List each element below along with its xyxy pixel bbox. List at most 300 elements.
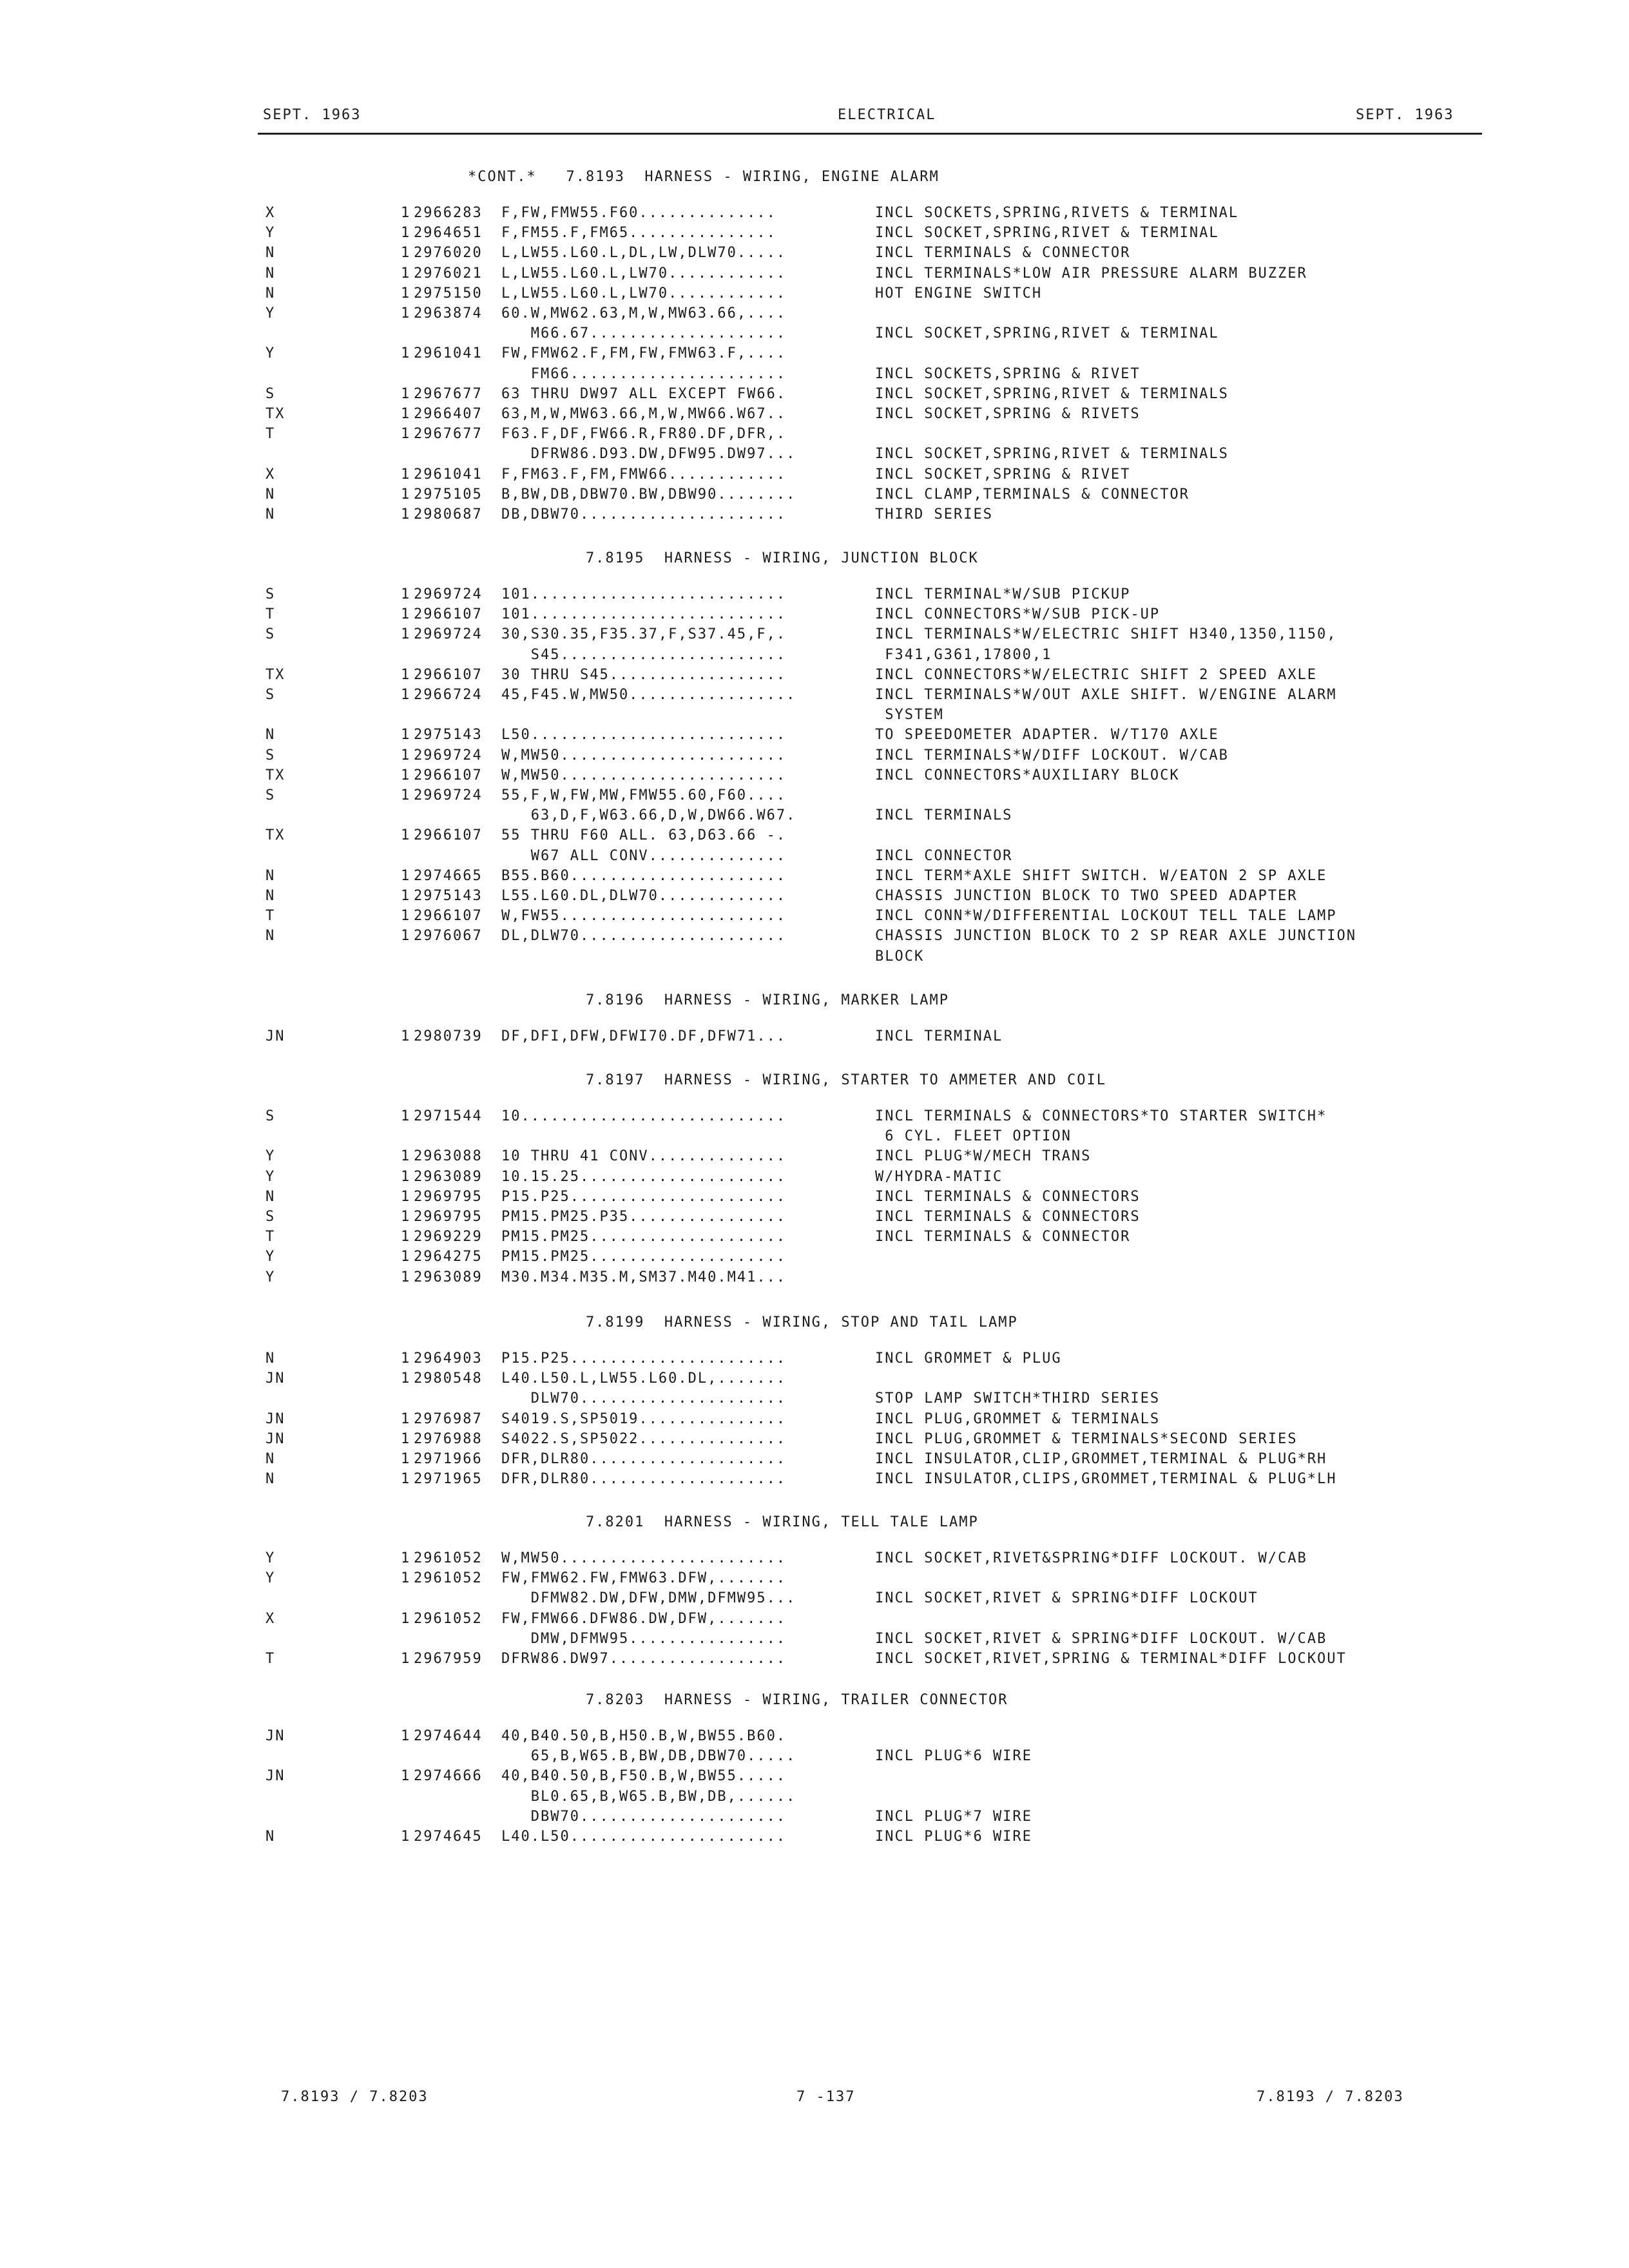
status-code: X [265,1610,276,1627]
part-row [0,807,1629,827]
part-number: 2967677 [414,385,483,402]
quantity: 1 [401,1829,411,1845]
part-row [0,325,1629,345]
part-number: 2969724 [414,787,483,803]
status-code: JN [265,1028,285,1044]
status-code: T [265,426,276,443]
part-row [0,1370,1629,1390]
model-applicability: L,LW55.L60.L,LW70............ [501,285,787,302]
part-number: 2963089 [414,1168,483,1185]
part-row [0,1431,1629,1451]
quantity: 1 [401,466,411,483]
part-description: CHASSIS JUNCTION BLOCK TO TWO SPEED ADAPTER [875,888,1298,904]
model-applicability: P15.P25...................... [501,1350,787,1367]
model-applicability: PM15.PM25.P35................ [501,1209,787,1225]
model-applicability: 10 THRU 41 CONV.............. [501,1148,787,1165]
part-row [0,486,1629,506]
model-applicability: DFR,DLR80.................... [501,1451,787,1467]
model-applicability: 40,B40.50,B,F50.B,W,BW55..... [501,1768,787,1785]
model-applicability: F,FW,FMW55.F60.............. [501,205,776,221]
part-row [0,707,1629,727]
quantity: 1 [401,1108,411,1124]
model-applicability: S4022.S,SP5022............... [501,1430,787,1447]
part-number: 2963874 [414,305,483,322]
model-applicability: 60.W,MW62.63,M,W,MW63.66,.... [501,305,787,322]
model-applicability: DBW70..................... [501,1808,787,1825]
part-description: INCL TERMINALS & CONNECTORS*TO STARTER SWITCH* [875,1108,1327,1124]
part-row [0,1611,1629,1631]
part-row [0,285,1629,305]
part-number: 2975150 [414,285,483,302]
part-row [0,606,1629,626]
status-code: T [265,606,276,623]
status-code: S [265,787,276,803]
part-row [0,466,1629,486]
part-description: SYSTEM [875,707,944,724]
part-number: 2976987 [414,1410,483,1427]
model-applicability: P15.P25...................... [501,1188,787,1205]
section-title: 7.8197 HARNESS - WIRING, STARTER TO AMMETER AND COIL [468,1072,1106,1088]
part-row [0,1550,1629,1570]
header-section-title: ELECTRICAL [838,107,936,123]
model-applicability: B,BW,DB,DBW70.BW,DBW90........ [501,486,796,503]
quantity: 1 [401,1430,411,1447]
part-number: 2974666 [414,1768,483,1785]
part-description: INCL GROMMET & PLUG [875,1350,1062,1367]
quantity: 1 [401,767,411,783]
status-code: N [265,506,276,523]
part-number: 2966107 [414,606,483,623]
quantity: 1 [401,1651,411,1667]
part-description: INCL SOCKET,SPRING & RIVET [875,466,1131,483]
model-applicability: 10........................... [501,1108,787,1124]
model-applicability: M66.67.................... [501,325,787,342]
part-description: INCL SOCKET,SPRING,RIVET & TERMINALS [875,446,1229,463]
quantity: 1 [401,1350,411,1367]
quantity: 1 [401,1249,411,1265]
model-applicability: F63.F,DF,FW66.R,FR80.DF,DFR,. [501,426,787,443]
quantity: 1 [401,888,411,904]
part-description: W/HYDRA-MATIC [875,1168,1003,1185]
section-title: 7.8201 HARNESS - WIRING, TELL TALE LAMP [468,1514,979,1530]
status-code: S [265,626,276,643]
status-code: N [265,1451,276,1467]
quantity: 1 [401,606,411,623]
model-applicability: W,MW50....................... [501,747,787,764]
part-row [0,426,1629,446]
quantity: 1 [401,827,411,844]
status-code: Y [265,1269,276,1285]
part-description: INCL SOCKET,SPRING & RIVETS [875,406,1141,422]
model-applicability: DL,DLW70..................... [501,928,787,945]
part-number: 2967959 [414,1651,483,1667]
part-description: INCL CONN*W/DIFFERENTIAL LOCKOUT TELL TALE LAMP [875,908,1337,925]
quantity: 1 [401,1570,411,1587]
quantity: 1 [401,687,411,703]
quantity: 1 [401,1410,411,1427]
part-number: 2964903 [414,1350,483,1367]
section-title: 7.8199 HARNESS - WIRING, STOP AND TAIL LAMP [468,1314,1018,1331]
quantity: 1 [401,305,411,322]
part-row [0,1128,1629,1148]
model-applicability: 10.15.25..................... [501,1168,787,1185]
part-description: INCL PLUG*6 WIRE [875,1829,1032,1845]
part-description: F341,G361,17800,1 [875,646,1052,663]
model-applicability: 63 THRU DW97 ALL EXCEPT FW66. [501,385,787,402]
status-code: JN [265,1768,285,1785]
part-row [0,727,1629,747]
status-code: JN [265,1370,285,1387]
quantity: 1 [401,1229,411,1245]
part-number: 2976067 [414,928,483,945]
model-applicability: B55.B60...................... [501,867,787,884]
part-row [0,1390,1629,1410]
part-row [0,1350,1629,1370]
part-number: 2966283 [414,205,483,221]
quantity: 1 [401,586,411,602]
model-applicability: S4019.S,SP5019............... [501,1410,787,1427]
model-applicability: DLW70..................... [501,1390,787,1407]
part-number: 2969724 [414,586,483,602]
quantity: 1 [401,406,411,422]
quantity: 1 [401,225,411,242]
status-code: N [265,285,276,302]
part-row [0,626,1629,646]
part-row [0,1829,1629,1849]
quantity: 1 [401,1168,411,1185]
quantity: 1 [401,1209,411,1225]
part-description: THIRD SERIES [875,506,993,523]
part-row [0,1809,1629,1829]
part-number: 2961052 [414,1570,483,1587]
part-number: 2969795 [414,1209,483,1225]
status-code: Y [265,1570,276,1587]
part-row [0,506,1629,526]
part-description: INCL TERMINALS & CONNECTOR [875,1229,1131,1245]
part-row [0,667,1629,687]
model-applicability: FM66...................... [501,365,787,382]
part-description: INCL PLUG*W/MECH TRANS [875,1148,1092,1165]
quantity: 1 [401,1370,411,1387]
part-description: INCL CONNECTOR [875,847,1013,864]
quantity: 1 [401,787,411,803]
status-code: X [265,466,276,483]
quantity: 1 [401,1610,411,1627]
model-applicability: 63,M,W,MW63.66,M,W,MW66.W67.. [501,406,787,422]
footer-range-left: 7.8193 / 7.8203 [281,2089,429,2105]
part-description: INCL CONNECTORS*W/SUB PICK-UP [875,606,1161,623]
page-number: 7 -137 [796,2089,856,2105]
quantity: 1 [401,1728,411,1744]
model-applicability: 30 THRU S45.................. [501,666,787,683]
footer-range-right: 7.8193 / 7.8203 [1257,2089,1404,2105]
part-row [0,205,1629,225]
status-code: N [265,1350,276,1367]
part-row [0,1570,1629,1590]
part-row [0,1189,1629,1209]
part-description: INCL SOCKET,SPRING,RIVET & TERMINAL [875,225,1219,242]
quantity: 1 [401,345,411,362]
part-description: STOP LAMP SWITCH*THIRD SERIES [875,1390,1161,1407]
part-number: 2971965 [414,1471,483,1488]
part-number: 2964275 [414,1249,483,1265]
part-description: INCL TERMINALS*W/ELECTRIC SHIFT H340,1350,1150, [875,626,1337,643]
quantity: 1 [401,1471,411,1488]
part-number: 2966407 [414,406,483,422]
part-row [0,1411,1629,1431]
model-applicability: L40.L50.L,LW55.L60.DL,....... [501,1370,787,1387]
part-row [0,928,1629,948]
part-number: 2963088 [414,1148,483,1165]
part-number: 2974645 [414,1829,483,1845]
model-applicability: F,FM55.F,FM65............... [501,225,776,242]
status-code: Y [265,1168,276,1185]
model-applicability: 101.......................... [501,606,787,623]
status-code: T [265,1651,276,1667]
model-applicability: L,LW55.L60.L,LW70............ [501,265,787,282]
part-description: INCL SOCKET,RIVET,SPRING & TERMINAL*DIFF LOCKOUT [875,1651,1347,1667]
part-number: 2980739 [414,1028,483,1044]
status-code: N [265,867,276,884]
part-row [0,1789,1629,1809]
part-row [0,1148,1629,1168]
model-applicability: DFRW86.D93.DW,DFW95.DW97... [501,446,796,463]
part-number: 2975105 [414,486,483,503]
status-code: Y [265,225,276,242]
part-row [0,787,1629,807]
model-applicability: L40.L50...................... [501,1829,787,1845]
section-title: 7.8195 HARNESS - WIRING, JUNCTION BLOCK [468,550,979,566]
part-description: INCL SOCKETS,SPRING,RIVETS & TERMINAL [875,205,1239,221]
status-code: Y [265,1148,276,1165]
model-applicability: DF,DFI,DFW,DFWI70.DF,DFW71... [501,1028,787,1044]
model-applicability: PM15.PM25.................... [501,1249,787,1265]
part-number: 2971966 [414,1451,483,1467]
part-row [0,948,1629,968]
model-applicability: F,FM63.F,FM,FMW66............ [501,466,787,483]
status-code: S [265,586,276,602]
part-description: INCL TERMINAL*W/SUB PICKUP [875,586,1131,602]
part-number: 2966107 [414,827,483,844]
quantity: 1 [401,928,411,945]
part-row [0,1229,1629,1249]
part-description: INCL TERMINALS & CONNECTOR [875,245,1131,262]
status-code: Y [265,1550,276,1566]
status-code: TX [265,666,285,683]
model-applicability: W67 ALL CONV.............. [501,847,787,864]
model-applicability: DFR,DLR80.................... [501,1471,787,1488]
status-code: N [265,265,276,282]
status-code: N [265,727,276,744]
status-code: N [265,888,276,904]
part-description: INCL INSULATOR,CLIPS,GROMMET,TERMINAL & PLUG*LH [875,1471,1337,1488]
quantity: 1 [401,1550,411,1566]
part-number: 2976021 [414,265,483,282]
quantity: 1 [401,1148,411,1165]
status-code: S [265,687,276,703]
part-description: 6 CYL. FLEET OPTION [875,1128,1072,1145]
model-applicability: 101.......................... [501,586,787,602]
part-row [0,1651,1629,1671]
status-code: S [265,747,276,764]
model-applicability: 40,B40.50,B,H50.B,W,BW55.B60. [501,1728,787,1744]
part-row [0,345,1629,365]
quantity: 1 [401,245,411,262]
part-number: 2975143 [414,727,483,744]
status-code: X [265,205,276,221]
model-applicability: W,FW55....................... [501,908,787,925]
part-description: INCL PLUG,GROMMET & TERMINALS*SECOND SERIES [875,1430,1298,1447]
part-row [0,1590,1629,1610]
part-row [0,868,1629,888]
part-number: 2974644 [414,1728,483,1744]
status-code: T [265,1229,276,1245]
model-applicability: FW,FMW66.DFW86.DW,DFW,....... [501,1610,787,1627]
quantity: 1 [401,426,411,443]
section-title: 7.8196 HARNESS - WIRING, MARKER LAMP [468,992,950,1008]
part-description: INCL PLUG*7 WIRE [875,1808,1032,1825]
part-number: 2969724 [414,747,483,764]
part-row [0,1169,1629,1189]
part-number: 2976020 [414,245,483,262]
model-applicability: L50.......................... [501,727,787,744]
part-row [0,406,1629,426]
model-applicability: L,LW55.L60.L,DL,LW,DLW70..... [501,245,787,262]
part-description: INCL SOCKETS,SPRING & RIVET [875,365,1141,382]
quantity: 1 [401,727,411,744]
part-row [0,888,1629,908]
status-code: N [265,486,276,503]
part-row [0,265,1629,285]
part-row [0,586,1629,606]
part-number: 2980548 [414,1370,483,1387]
status-code: JN [265,1410,285,1427]
status-code: N [265,928,276,945]
model-applicability: L55.L60.DL,DLW70............. [501,888,787,904]
part-row [0,647,1629,667]
part-row [0,1471,1629,1491]
quantity: 1 [401,506,411,523]
part-row [0,1451,1629,1471]
status-code: Y [265,345,276,362]
status-code: TX [265,406,285,422]
model-applicability: 55 THRU F60 ALL. 63,D63.66 -. [501,827,787,844]
part-number: 2966107 [414,767,483,783]
part-description: INCL CLAMP,TERMINALS & CONNECTOR [875,486,1190,503]
part-description: INCL TERM*AXLE SHIFT SWITCH. W/EATON 2 SP AXLE [875,867,1327,884]
part-row [0,1269,1629,1289]
model-applicability: 55,F,W,FW,MW,FMW55.60,F60.... [501,787,787,803]
status-code: S [265,1209,276,1225]
part-description: INCL TERMINALS [875,807,1013,824]
section-title: 7.8203 HARNESS - WIRING, TRAILER CONNECTOR [468,1692,1008,1708]
part-description: INCL SOCKET,RIVET&SPRING*DIFF LOCKOUT. W/CAB [875,1550,1307,1566]
part-description: INCL PLUG,GROMMET & TERMINALS [875,1410,1161,1427]
part-description: INCL SOCKET,RIVET & SPRING*DIFF LOCKOUT [875,1590,1258,1607]
model-applicability: DFRW86.DW97.................. [501,1651,787,1667]
part-number: 2961041 [414,466,483,483]
part-description: INCL TERMINALS*W/DIFF LOCKOUT. W/CAB [875,747,1229,764]
status-code: N [265,1188,276,1205]
part-description: INCL TERMINALS*W/OUT AXLE SHIFT. W/ENGINE ALARM [875,687,1337,703]
part-number: 2971544 [414,1108,483,1124]
part-row [0,747,1629,767]
part-number: 2966107 [414,666,483,683]
part-number: 2961041 [414,345,483,362]
part-row [0,767,1629,787]
status-code: JN [265,1728,285,1744]
quantity: 1 [401,1028,411,1044]
model-applicability: PM15.PM25.................... [501,1229,787,1245]
part-number: 2967677 [414,426,483,443]
part-row [0,1028,1629,1048]
status-code: S [265,385,276,402]
quantity: 1 [401,747,411,764]
part-number: 2975143 [414,888,483,904]
status-code: Y [265,1249,276,1265]
part-number: 2980687 [414,506,483,523]
header-date-left: SEPT. 1963 [263,107,361,123]
part-row [0,1249,1629,1269]
part-row [0,245,1629,265]
part-description: INCL CONNECTORS*AUXILIARY BLOCK [875,767,1180,783]
part-row [0,305,1629,325]
part-number: 2969795 [414,1188,483,1205]
part-description: INCL PLUG*6 WIRE [875,1748,1032,1765]
part-number: 2974665 [414,867,483,884]
model-applicability: W,MW50....................... [501,767,787,783]
model-applicability: BL0.65,B,W65.B,BW,DB,...... [501,1788,796,1805]
quantity: 1 [401,626,411,643]
quantity: 1 [401,265,411,282]
part-row [0,225,1629,245]
model-applicability: S45....................... [501,646,787,663]
part-row [0,908,1629,928]
part-row [0,366,1629,386]
quantity: 1 [401,486,411,503]
status-code: Y [265,305,276,322]
quantity: 1 [401,285,411,302]
status-code: TX [265,767,285,783]
part-number: 2969724 [414,626,483,643]
part-row [0,1108,1629,1128]
quantity: 1 [401,1269,411,1285]
quantity: 1 [401,385,411,402]
part-number: 2963089 [414,1269,483,1285]
status-code: JN [265,1430,285,1447]
quantity: 1 [401,205,411,221]
quantity: 1 [401,867,411,884]
part-number: 2966724 [414,687,483,703]
part-description: INCL INSULATOR,CLIP,GROMMET,TERMINAL & PLUG*RH [875,1451,1327,1467]
part-description: INCL SOCKET,SPRING,RIVET & TERMINAL [875,325,1219,342]
model-applicability: DB,DBW70..................... [501,506,787,523]
model-applicability: DFMW82.DW,DFW,DMW,DFMW95... [501,1590,796,1607]
status-code: N [265,1471,276,1488]
part-row [0,687,1629,707]
part-description: INCL TERMINALS*LOW AIR PRESSURE ALARM BUZZER [875,265,1307,282]
part-description: INCL TERMINALS & CONNECTORS [875,1188,1141,1205]
part-description: INCL TERMINAL [875,1028,1003,1044]
part-row [0,1631,1629,1651]
part-description: INCL TERMINALS & CONNECTORS [875,1209,1141,1225]
model-applicability: DMW,DFMW95................ [501,1630,787,1647]
part-row [0,1209,1629,1229]
part-number: 2969229 [414,1229,483,1245]
quantity: 1 [401,908,411,925]
part-number: 2964651 [414,225,483,242]
part-row [0,446,1629,466]
